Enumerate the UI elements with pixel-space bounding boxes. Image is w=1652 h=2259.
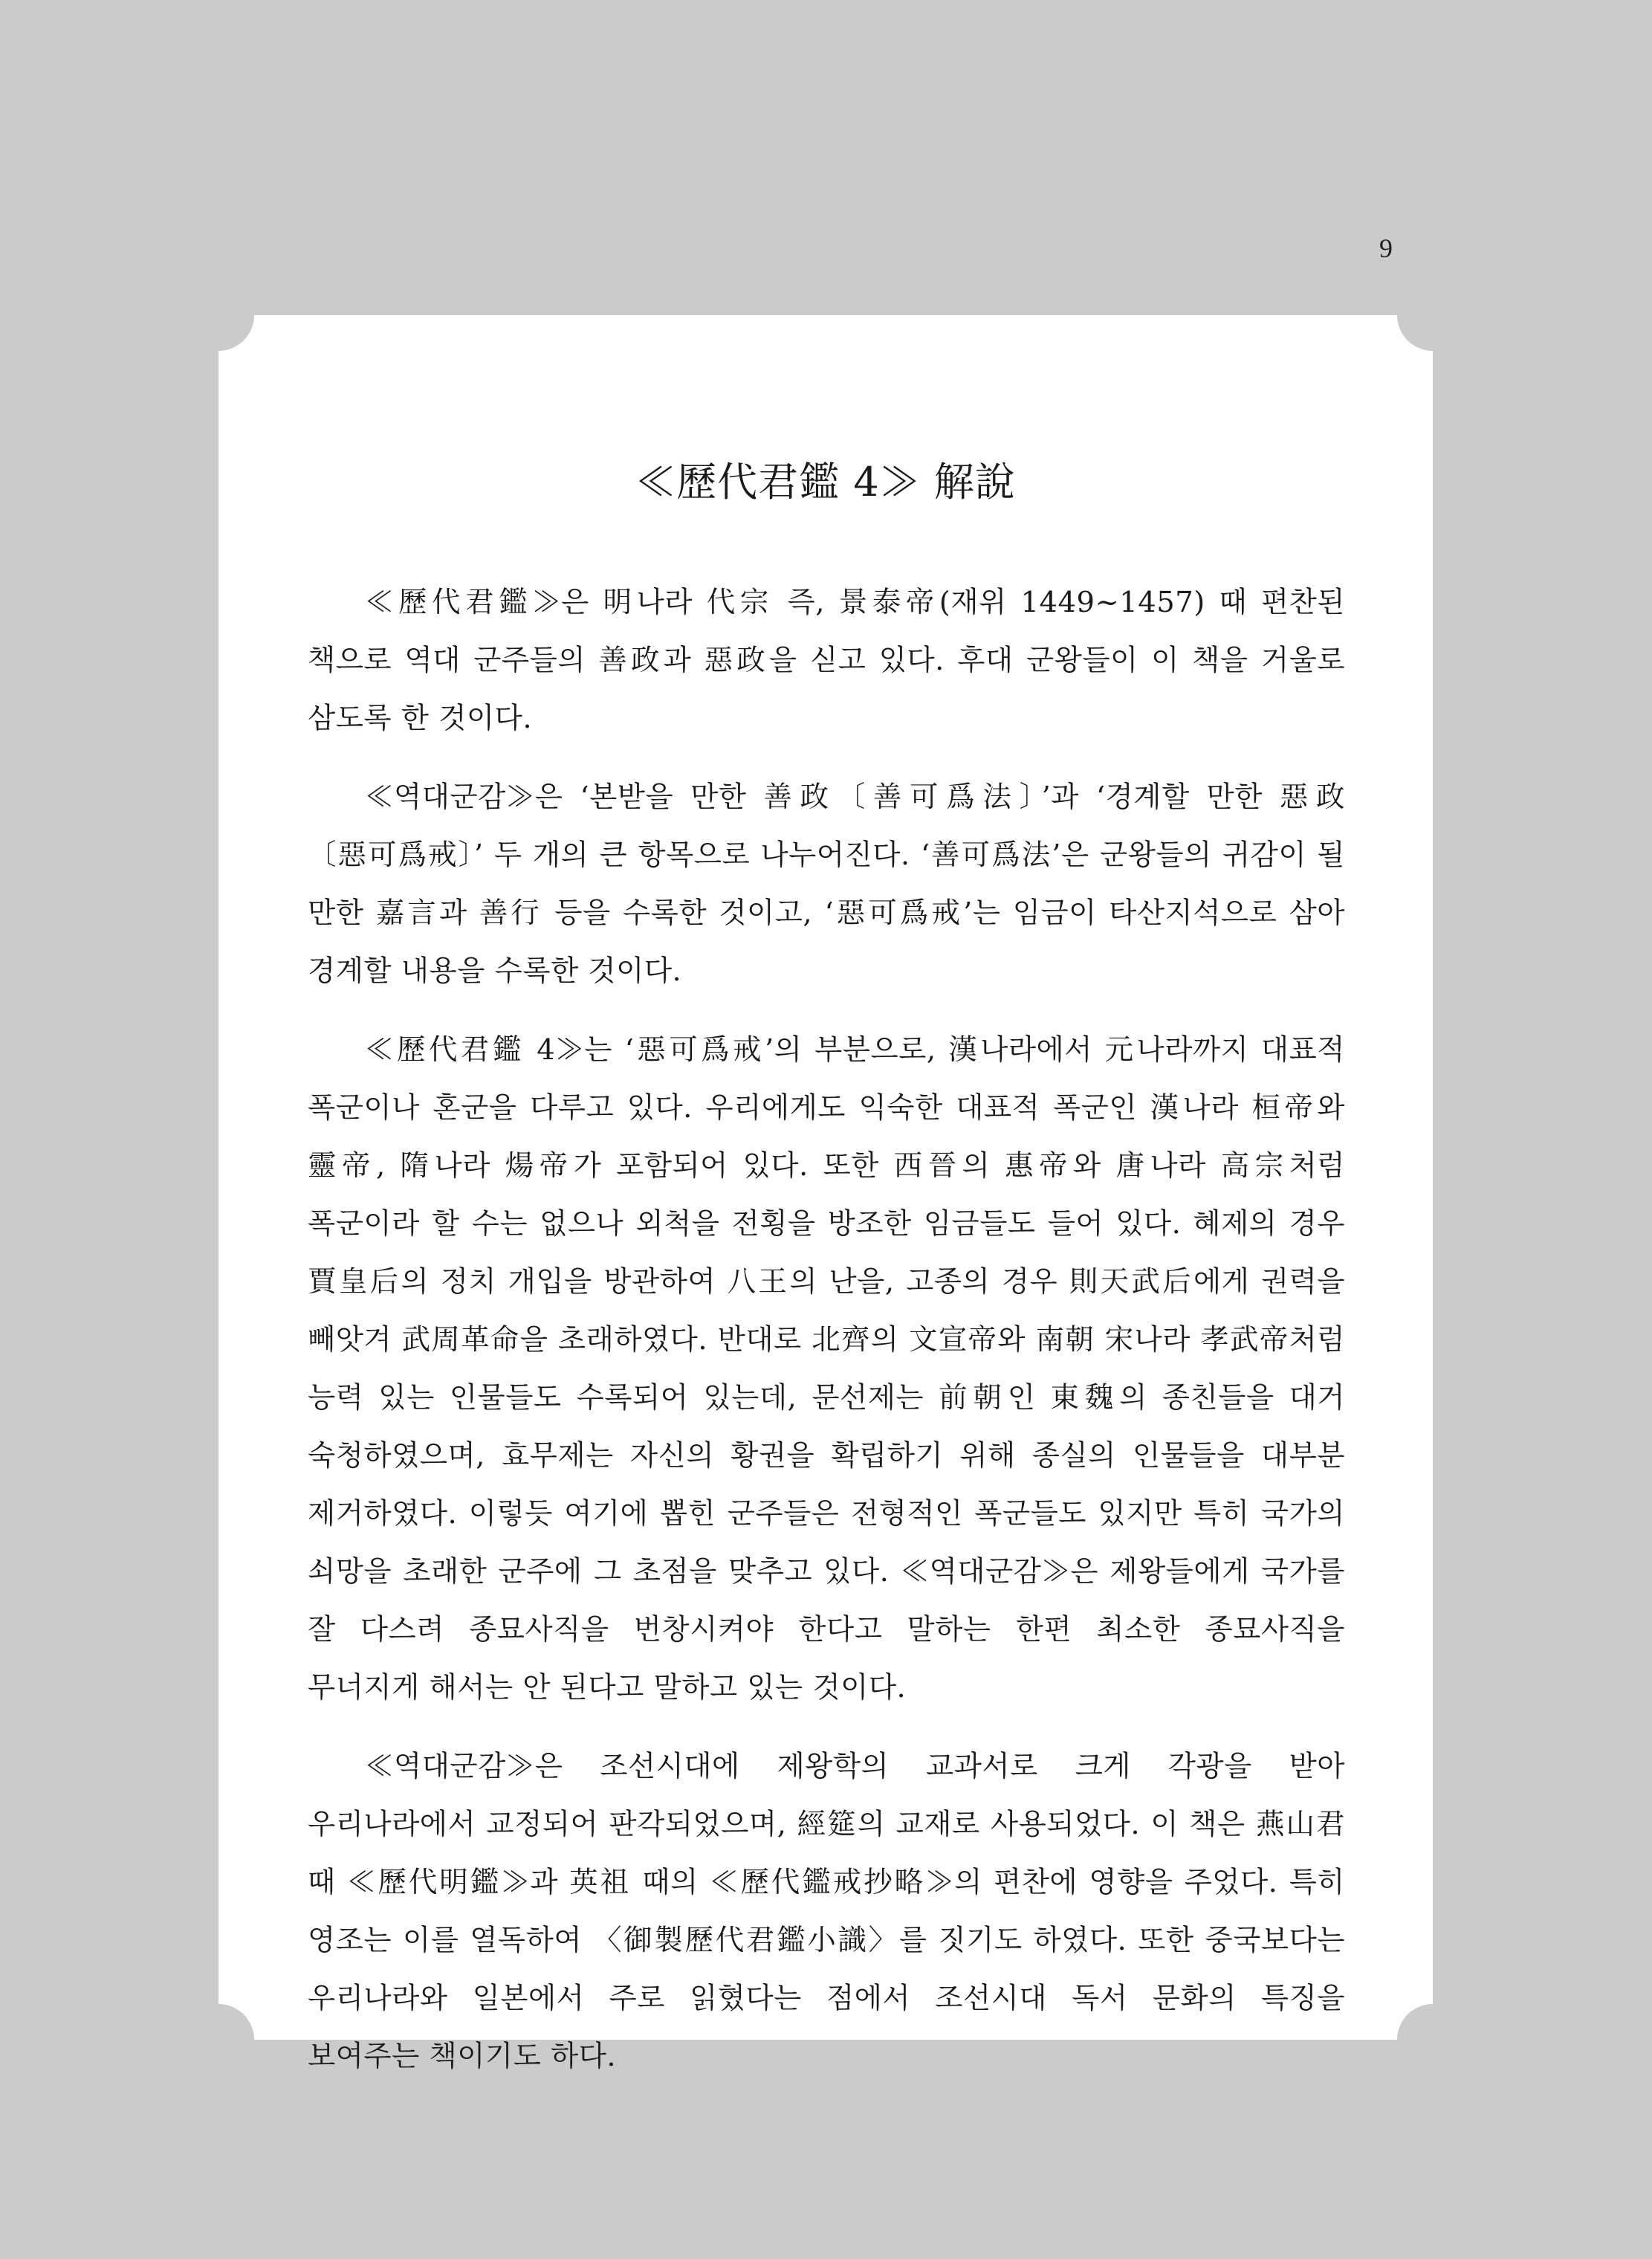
paragraph-4: ≪역대군감≫은 조선시대에 제왕학의 교과서로 크게 각광을 받아 우리나라에서 교정되어 판각되었으며, 經筵의 교재로 사용되었다. 이 책은 燕山君 때 ≪歷代明鑑≫과 英祖 때의 ≪歷代鑑戒抄略≫의 편찬에 영향을 주었다. 특히 영조는 이를 열독하여 〈御製歷代君鑑小識〉를 짓기도 하였다. 또한 중국보다는 우리나라와 일본에서 주로 읽혔다는 점에서 조선시대 독서 문화의 특징을 보여주는 책이기도 하다. bbox=[308, 1750, 1345, 2073]
content-panel bbox=[218, 315, 1433, 2073]
paragraph-2: ≪역대군감≫은 ‘본받을 만한 善政〔善可爲法〕’과 ‘경계할 만한 惡政〔惡可爲戒〕’ 두 개의 큰 항목으로 나누어진다. ‘善可爲法’은 군왕들의 귀감이 될 만한 嘉言과 善行 등을 수록한 것이고, ‘惡可爲戒’는 임금이 타산지석으로 삼아 경계할 내용을 수록한 것이다. bbox=[308, 781, 1345, 988]
panel-corner-notch bbox=[183, 2004, 254, 2075]
page-number: 9 bbox=[1379, 233, 1393, 263]
document-body bbox=[308, 574, 1345, 2107]
panel-corner-notch bbox=[1397, 279, 1468, 351]
panel-corner-notch bbox=[1397, 2004, 1468, 2075]
paragraph-3: ≪歷代君鑑 4≫는 ‘惡可爲戒’의 부분으로, 漢나라에서 元나라까지 대표적 폭군이나 혼군을 다루고 있다. 우리에게도 익숙한 대표적 폭군인 漢나라 桓帝와 靈帝, 隋나라 煬帝가 포함되어 있다. 또한 西晉의 惠帝와 唐나라 高宗처럼 폭군이라 할 수는 없으나 외척을 전횡을 방조한 임금들도 들어 있다. 혜제의 경우 賈皇后의 정치 개입을 방관하여 八王의 난을, 고종의 경우 則天武后에게 권력을 빼앗겨 武周革命을 초래하였다. 반대로 北齊의 文宣帝와 南朝 宋나라 孝武帝처럼 능력 있는 인물들도 수록되어 있는데, 문선제는 前朝인 東魏의 종친들을 대거 숙청하였으며, 효무제는 자신의 황권을 확립하기 위해 종실의 인물들을 대부분 제거하였다. 이렇듯 여기에 뽑힌 군주들은 전형적인 폭군들도 있지만 특히 국가의 쇠망을 초래한 군주에 그 초점을 맞추고 있다. ≪역대군감≫은 제왕들에게 국가를 잘 다스려 종묘사직을 번창시켜야 한다고 말하는 한편 최소한 종묘사직을 무너지게 해서는 안 된다고 말하고 있는 것이다. bbox=[308, 1033, 1345, 1704]
panel-corner-notch bbox=[183, 279, 254, 351]
paragraph-1: ≪歷代君鑑≫은 明나라 代宗 즉, 景泰帝(재위 1449~1457) 때 편찬된 책으로 역대 군주들의 善政과 惡政을 싣고 있다. 후대 군왕들이 이 책을 거울로 삼도록 한 것이다. bbox=[308, 586, 1346, 735]
document-title: ≪歷代君鑑 4≫ 解說 bbox=[635, 459, 1016, 505]
